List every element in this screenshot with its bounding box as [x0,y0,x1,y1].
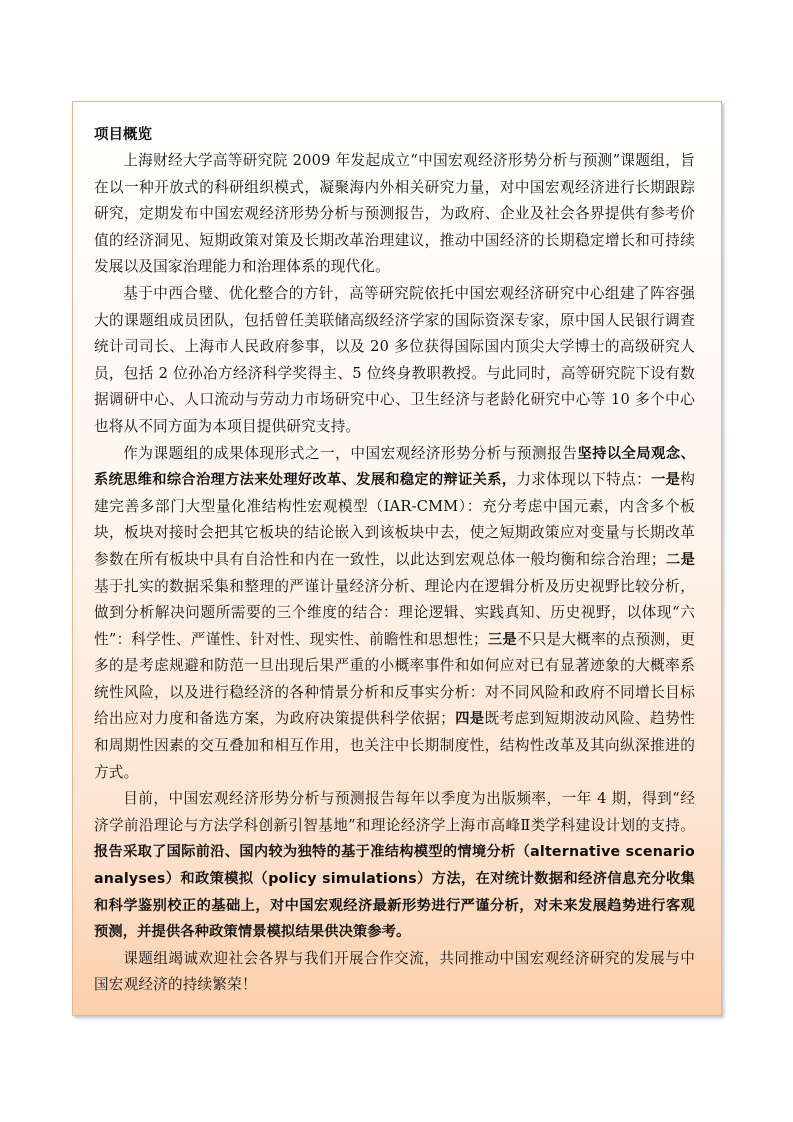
project-overview-panel [72,101,722,1016]
publication-paragraph [94,786,695,946]
intro-paragraph: 上海财经大学高等研究院 2009 年发起成立“中国宏观经济形势分析与预测”课题组，旨在以一种开放式的科研组织模式，凝聚海内外相关研究力量，对中国宏观经济进行长期跟踪研究，定期发布中国宏观经济形势分析与预测报告，为政府、企业及社会各界提供有参考价值的经济洞见、短期政策对策及长期改革治理建议，推动中国经济的长期稳定增长和可持续发展以及国家治理能力和治理体系的现代化。 [94,152,695,276]
features-text-2: 力求体现以下特点： [516,471,652,489]
features-paragraph [94,441,695,787]
features-text-1: 作为课题组的成果体现形式之一，中国宏观经济形势分析与预测报告 [123,444,578,462]
feature-two-text: 基于扎实的数据采集和整理的严谨计量经济分析、理论内在逻辑分析及历史视野比较分析，做到分析解决问题所需要的三个维度的结合：理论逻辑、实践真知、历史视野，以体现“六性”：科学性、严谨性、针对性、现实性、前瞻性和思想性； [94,577,695,648]
feature-two-marker: 二是 [665,551,695,568]
feature-one-text: 构建完善多部门大型量化准结构性宏观模型（IAR-CMM）：充分考虑中国元素，内含多个板块，板块对接时会把其它板块的结论嵌入到该板块中去，使之短期政策应对变量与长期改革参数在所有板块中具有自洽性和内在一致性，以此达到宏观总体一般均衡和综合治理； [94,471,695,568]
feature-four-marker: 四是 [454,711,485,728]
feature-four-text: 既考虑到短期波动风险、趋势性和周期性因素的交互叠加和相互作用，也关注中长期制度性，结构性改革及其向纵深推进的方式。 [94,710,695,781]
features-bold-principle: 坚持以全局观念、系统思维和综合治理方法来处理好改革、发展和稳定的辩证关系， [94,445,695,489]
publication-text: 目前，中国宏观经济形势分析与预测报告每年以季度为出版频率，一年 4 期，得到“经济学前沿理论与方法学科创新引智基地”和理论经济学上海市高峰Ⅱ类学科建设计划的支持。 [94,790,695,834]
publication-bold-methods: 报告采取了国际前沿、国内较为独特的基于准结构模型的情境分析（alternative scenario analyses）和政策模拟（policy simulations）方法，在对统计数据和经济信息充分收集和科学鉴别校正的基础上，对中国宏观经济最新形势进行严谨分析，对未来发展趋势进行客观预测，并提供各种政策情景模拟结果供决策参考。 [94,844,695,941]
feature-one-marker: 一是 [651,472,681,489]
feature-three-marker: 三是 [487,631,517,648]
team-paragraph: 基于中西合璧、优化整合的方针，高等研究院依托中国宏观经济研究中心组建了阵容强大的课题组成员团队，包括曾任美联储高级经济学家的国际资深专家，原中国人民银行调查统计司司长、上海市人民政府参事，以及 20 多位获得国际国内顶尖大学博士的高级研究人员，包括 2 位孙冶方经济科学奖得主、5 位终身教职教授。与此同时，高等研究院下设有数据调研中心、人口流动与劳动力市场研究中心、卫生经济与老龄化研究中心等 10 多个中心也将从不同方面为本项目提供研究支持。 [94,284,695,435]
section-title: 项目概览 [94,127,152,143]
feature-three-text: 不只是大概率的点预测，更多的是考虑规避和防范一旦出现后果严重的小概率事件和如何应对已有显著迹象的大概率系统性风险，以及进行稳经济的各种情景分析和反事实分析：对不同风险和政府不同增长目标给出应对力度和备选方案，为政府决策提供科学依据； [94,630,696,728]
closing-paragraph: 课题组竭诚欢迎社会各界与我们开展合作交流，共同推动中国宏观经济研究的发展与中国宏观经济的持续繁荣！ [94,949,695,994]
